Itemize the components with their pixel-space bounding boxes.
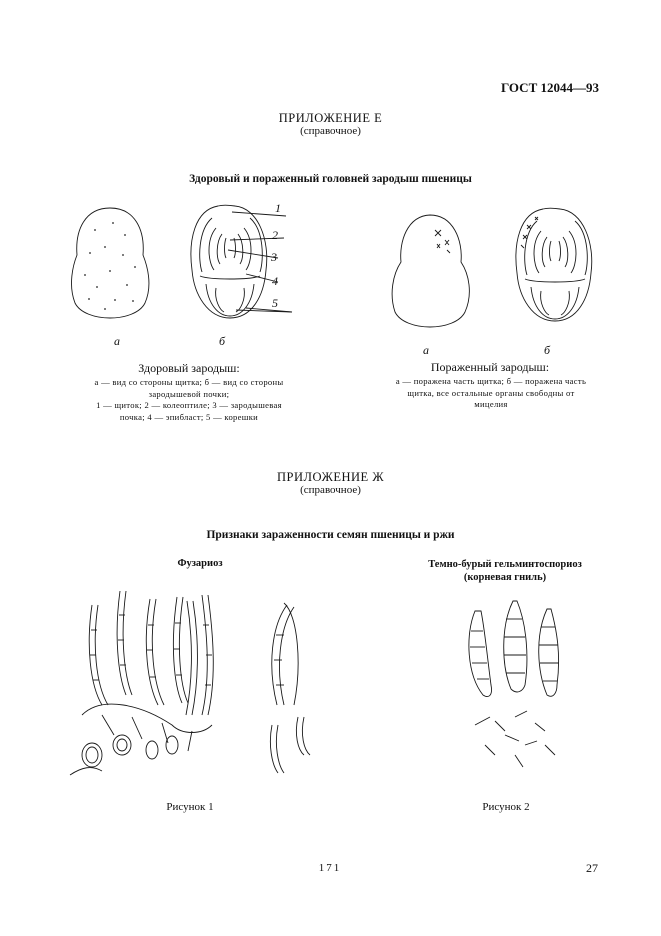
page-number-center: 171	[318, 862, 342, 874]
appendix-zh-heading: Признаки зараженности семян пшеницы и ржи	[206, 529, 455, 541]
helminthosporium-title	[410, 558, 600, 584]
healthy-legend	[60, 377, 318, 423]
figure-1-caption: Рисунок 1	[166, 801, 214, 813]
healthy-legend-line: зародышевой почки;	[148, 388, 230, 399]
appendix-e-heading: Здоровый и пораженный головней зародыш пшеницы	[189, 173, 472, 185]
appendix-e-subtitle: (справочное)	[300, 125, 361, 137]
healthy-legend-line: 1 — щиток; 2 — колеоптиле; 3 — зародышевая	[96, 400, 282, 410]
infected-legend-line: мицелия	[474, 399, 508, 409]
helminthosporium-spores-illustration	[455, 595, 575, 770]
callout-5: 5	[272, 296, 278, 310]
callout-2: 2	[272, 228, 278, 242]
infected-embryo-side-illustration	[505, 203, 600, 328]
infected-legend-line: щитка, все остальные органы свободны от	[407, 387, 575, 398]
infected-legend	[376, 376, 606, 411]
healthy-label-a: а	[114, 334, 120, 348]
helminthosporium-title-line1: Темно-бурый гельминтоспориоз	[428, 559, 582, 570]
appendix-zh-title: ПРИЛОЖЕНИЕ Ж	[276, 470, 385, 484]
infected-caption: Пораженный зародыш:	[430, 360, 550, 374]
appendix-e-title: ПРИЛОЖЕНИЕ Е	[278, 111, 383, 125]
appendix-zh-subtitle: (справочное)	[300, 484, 361, 496]
healthy-legend-line: почка; 4 — эпибласт; 5 — корешки	[119, 411, 259, 422]
callout-1: 1	[275, 201, 281, 215]
healthy-embryo-side-illustration	[180, 200, 320, 325]
page-number-right: 27	[586, 861, 598, 875]
healthy-label-b: б	[219, 334, 226, 348]
fusarium-spores-illustration	[62, 585, 332, 785]
healthy-embryo-front-illustration	[65, 205, 155, 325]
infected-label-b: б	[544, 343, 551, 357]
callout-4: 4	[272, 274, 278, 288]
healthy-caption: Здоровый зародыш:	[138, 361, 240, 375]
infected-legend-line: а — поражена часть щитка; б — поражена часть	[395, 376, 587, 386]
fusarium-title: Фузариоз	[177, 558, 223, 569]
callout-3: 3	[271, 250, 277, 264]
infected-embryo-front-illustration	[385, 212, 475, 332]
infected-label-a: а	[423, 343, 429, 357]
helminthosporium-title-line2: (корневая гниль)	[463, 572, 547, 583]
healthy-legend-line: а — вид со стороны щитка; б — вид со стороны	[94, 377, 284, 387]
standard-number: ГОСТ 12044—93	[500, 80, 599, 95]
figure-2-caption: Рисунок 2	[482, 801, 530, 813]
